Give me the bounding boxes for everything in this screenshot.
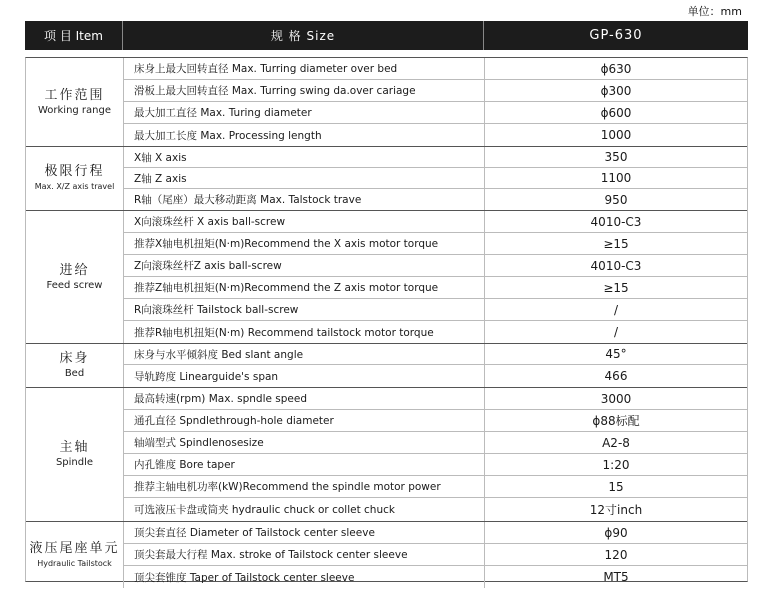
spec-value: MT5	[603, 570, 629, 584]
spec-label: 推荐R轴电机扭矩(N·m) Recommend tailstock motor torque	[124, 321, 485, 343]
group-name-en: Working range	[37, 104, 112, 116]
table-row	[124, 544, 747, 566]
header-model: GP-630	[589, 28, 643, 43]
group-name	[26, 211, 124, 343]
spec-label: 顶尖套锥度 Taper of Tailstock center sleeve	[124, 566, 485, 588]
spec-label: Z向滚珠丝杆Z axis ball-screw	[124, 255, 485, 276]
group-name-en: Hydraulic Tailstock	[37, 558, 112, 568]
spec-value: A2-8	[602, 435, 630, 450]
spec-label: X轴 X axis	[124, 147, 485, 167]
spec-label: 推荐Z轴电机扭矩(N·m)Recommend the Z axis motor torque	[124, 277, 485, 298]
table-row	[124, 522, 747, 544]
table-row	[124, 189, 747, 210]
table-row	[124, 432, 747, 454]
table-row	[124, 454, 747, 476]
table-row	[124, 255, 747, 277]
spec-value: ϕ300	[600, 83, 632, 98]
table-header	[25, 21, 748, 50]
spec-label: 导轨跨度 Linearguide's span	[124, 365, 485, 387]
group-name-en: Feed screw	[46, 279, 103, 291]
spec-value: 1:20	[602, 457, 630, 472]
spec-value: 466	[604, 369, 628, 383]
table-row	[124, 211, 747, 233]
spec-value: 4010-C3	[590, 258, 642, 273]
spec-value: ≥15	[603, 280, 629, 295]
spec-value: 45°	[605, 347, 627, 361]
table-row	[124, 124, 747, 146]
table-row	[124, 365, 747, 387]
spec-label: R轴（尾座）最大移动距离 Max. Talstock trave	[124, 189, 485, 210]
table-row	[124, 168, 747, 189]
group-name	[26, 344, 124, 387]
table-row	[124, 277, 747, 299]
spec-group	[26, 344, 747, 388]
table-row	[124, 566, 747, 588]
group-name	[26, 522, 124, 588]
table-row	[124, 344, 747, 365]
table-row	[124, 299, 747, 321]
table-row	[124, 498, 747, 521]
spec-group	[26, 147, 747, 211]
spec-table	[25, 57, 748, 582]
group-name-cn: 极限行程	[44, 164, 105, 179]
spec-value: 120	[604, 547, 628, 562]
spec-group	[26, 58, 747, 147]
spec-value: 3000	[600, 391, 632, 406]
table-row	[124, 102, 747, 124]
spec-value: 4010-C3	[590, 214, 642, 229]
header-item: 项 目 Item	[25, 21, 123, 50]
spec-value: 12寸inch	[589, 503, 643, 517]
spec-value: 950	[604, 192, 628, 207]
table-row	[124, 388, 747, 410]
spec-value: 1000	[600, 128, 632, 142]
table-row	[124, 410, 747, 432]
spec-label: R向滚珠丝杆 Tailstock ball-screw	[124, 299, 485, 320]
spec-label: 推荐X轴电机扭矩(N·m)Recommend the X axis motor torque	[124, 233, 485, 254]
group-name-cn: 床身	[59, 351, 90, 366]
spec-label: 最大加工直径 Max. Turing diameter	[124, 102, 485, 123]
spec-label: 推荐主轴电机功率(kW)Recommend the spindle motor power	[124, 476, 485, 497]
group-name	[26, 147, 124, 210]
spec-label: 顶尖套最大行程 Max. stroke of Tailstock center sleeve	[124, 544, 485, 565]
spec-group	[26, 522, 747, 588]
spec-label: 内孔锥度 Bore taper	[124, 454, 485, 475]
group-name-en: Spindle	[55, 457, 94, 468]
spec-label: 可选液压卡盘或筒夹 hydraulic chuck or collet chuck	[124, 498, 485, 521]
table-row	[124, 147, 747, 168]
unit-label: 单位：mm	[687, 5, 742, 18]
spec-label: 轴端型式 Spindlenosesize	[124, 432, 485, 453]
spec-value: /	[613, 302, 619, 317]
spec-value: ≥15	[603, 236, 629, 251]
spec-label: 顶尖套直径 Diameter of Tailstock center sleeve	[124, 522, 485, 543]
group-name	[26, 388, 124, 521]
group-name-en: Bed	[64, 368, 85, 379]
spec-label: 床身与水平倾斜度 Bed slant angle	[124, 344, 485, 364]
spec-value: 1100	[600, 171, 632, 185]
group-name	[26, 58, 124, 146]
spec-value: /	[613, 325, 619, 339]
group-name-cn: 进给	[59, 262, 90, 278]
spec-value: ϕ600	[600, 105, 632, 120]
spec-label: 最高转速(rpm) Max. spndle speed	[124, 388, 485, 409]
table-row	[124, 58, 747, 80]
spec-label: X向滚珠丝杆 X axis ball-screw	[124, 211, 485, 232]
table-row	[124, 476, 747, 498]
group-name-cn: 主轴	[59, 440, 90, 455]
spec-label: 最大加工长度 Max. Processing length	[124, 124, 485, 146]
spec-label: Z轴 Z axis	[124, 168, 485, 188]
table-row	[124, 80, 747, 102]
spec-value: ϕ90	[604, 525, 628, 540]
spec-value: 15	[608, 479, 624, 494]
spec-value: ϕ630	[600, 61, 632, 76]
group-name-cn: 工作范围	[44, 87, 105, 103]
group-name-en: Max. X/Z axis travel	[34, 182, 115, 191]
header-size: 规 格 Size	[123, 21, 484, 50]
table-row	[124, 233, 747, 255]
group-name-cn: 液压尾座单元	[29, 540, 120, 556]
spec-group	[26, 388, 747, 522]
spec-value: ϕ88标配	[592, 414, 640, 428]
spec-label: 滑板上最大回转直径 Max. Turring swing da.over cariage	[124, 80, 485, 101]
spec-group	[26, 211, 747, 344]
spec-label: 床身上最大回转直径 Max. Turring diameter over bed	[124, 58, 485, 79]
spec-value: 350	[604, 150, 628, 164]
table-row	[124, 321, 747, 343]
spec-label: 通孔直径 Spndlethrough-hole diameter	[124, 410, 485, 431]
